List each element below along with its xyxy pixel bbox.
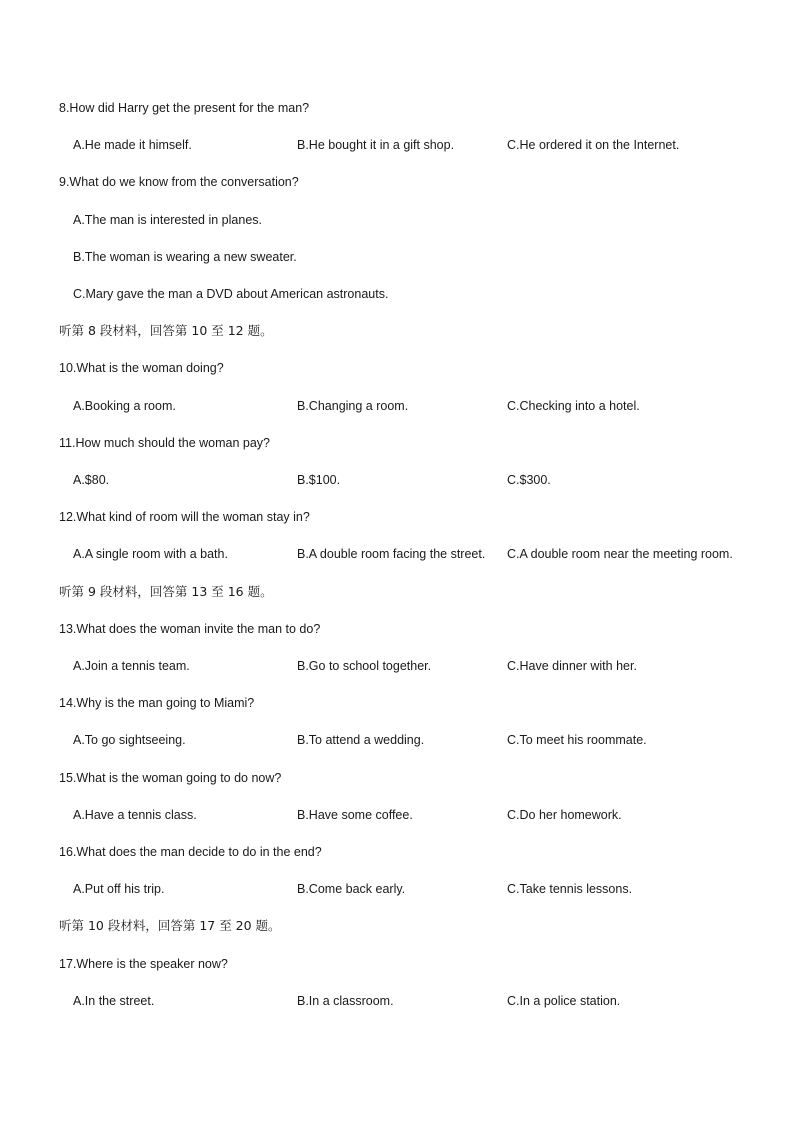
question-line [0,954,794,974]
options-line [0,135,794,155]
section-instruction-text: 听第 9 段材料，回答第 13 至 16 题。 [59,583,273,599]
answer-option-a: A.To go sightseeing. [73,733,186,748]
answer-option-b: B.$100. [297,473,341,487]
answer-option-b: B.To attend a wedding. [297,733,425,748]
options-line [0,470,794,490]
options-line [0,991,794,1011]
question-line [0,433,794,453]
section-instruction [0,582,794,602]
answer-option-c: C.He ordered it on the Internet. [507,138,680,153]
answer-option-a: A.In the street. [73,993,155,1008]
answer-option-a: A.A single room with a bath. [73,547,228,562]
answer-option-a: A.Booking a room. [73,398,176,413]
question-text: 13.What does the woman invite the man to do? [59,621,321,636]
answer-option-c: C.A double room near the meeting room. [507,547,733,562]
answer-option-c: C.Take tennis lessons. [507,882,633,897]
answer-option-c: C.$300. [507,473,551,487]
question-text: 12.What kind of room will the woman stay in? [59,510,310,525]
question-line [0,358,794,378]
question-text: 16.What does the man decide to do in the end? [59,845,322,859]
section-instruction-text: 听第 8 段材料，回答第 10 至 12 题。 [59,323,273,339]
answer-option-a: A.$80. [73,473,110,487]
question-line [0,842,794,862]
section-instruction [0,916,794,936]
answer-option-b: B.Have some coffee. [297,807,413,822]
options-line [0,805,794,825]
options-line [0,210,794,230]
answer-option-c: C.In a police station. [507,993,621,1008]
options-line [0,284,794,304]
question-line [0,693,794,713]
question-text: 15.What is the woman going to do now? [59,770,282,785]
answer-option-c: C.To meet his roommate. [507,733,647,748]
answer-option-a: A.Have a tennis class. [73,807,197,822]
options-line [0,247,794,267]
question-text: 14.Why is the man going to Miami? [59,696,255,711]
answer-option-b: B.Changing a room. [297,398,409,413]
question-line [0,619,794,639]
question-text: 10.What is the woman doing? [59,361,224,376]
answer-option-b: B.A double room facing the street. [297,547,486,562]
options-line [0,879,794,899]
question-text: 11.How much should the woman pay? [59,435,270,450]
options-line [0,656,794,676]
question-text: 8.How did Harry get the present for the man? [59,101,310,115]
section-instruction [0,321,794,341]
answer-option-c: C.Have dinner with her. [507,659,637,673]
question-line [0,98,794,118]
question-line [0,768,794,788]
answer-option-b: B.Come back early. [297,882,406,897]
question-text: 9.What do we know from the conversation? [59,175,299,190]
options-line [0,730,794,750]
options-line [0,396,794,416]
answer-option-a: C.Mary gave the man a DVD about American astronauts. [73,287,389,301]
question-line [0,507,794,527]
answer-option-a: A.Join a tennis team. [73,659,190,673]
answer-option-a: A.The man is interested in planes. [73,212,262,227]
question-text: 17.Where is the speaker now? [59,956,228,971]
answer-option-b: B.In a classroom. [297,993,394,1008]
section-instruction-text: 听第 10 段材料，回答第 17 至 20 题。 [59,918,281,934]
answer-option-b: B.Go to school together. [297,659,432,673]
answer-option-a: B.The woman is wearing a new sweater. [73,249,297,264]
question-line [0,172,794,192]
answer-option-c: C.Checking into a hotel. [507,398,640,413]
answer-option-c: C.Do her homework. [507,807,622,822]
answer-option-a: A.He made it himself. [73,138,192,153]
options-line [0,544,794,564]
answer-option-a: A.Put off his trip. [73,882,165,897]
answer-option-b: B.He bought it in a gift shop. [297,138,455,153]
